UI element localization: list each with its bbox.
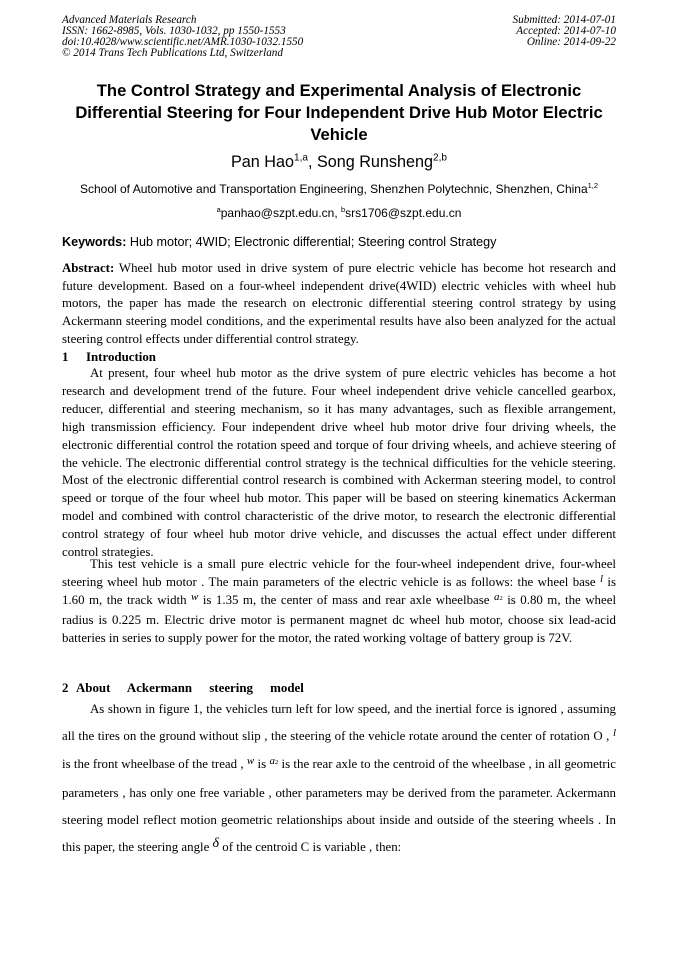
- keywords-text: Hub motor; 4WID; Electronic differential; Steering control Strategy: [126, 235, 497, 249]
- symbol-l: l: [612, 727, 616, 739]
- submission-dates: [513, 15, 616, 48]
- affiliation: [40, 182, 638, 197]
- email-link[interactable]: panhao@szpt.edu.cn: [220, 206, 335, 220]
- symbol-w: w: [246, 755, 255, 767]
- section-title: Introduction: [86, 350, 156, 364]
- paragraph: At present, four wheel hub motor as the drive system of pure electric vehicles has become a hot research and development trend of the future. Four wheel independent drive vehicle cancelled gearbox, reducer, differential and steering mechanism, so it has many advantages, such as flexible arrangement, high transmission efficiency. Four independent drive wheel hub motor drive four driving wheels, the electronic differential control the rotation speed and torque of four driving wheels, and achieve steering of the vehicle. The electronic differential control strategy is the technical difficulties for the vehicle steering. Most of the electronic differential control research is combined with Ackerman steering model, to control speed or torque of the four wheel hub motor. This paper will be based on steering kinematics Ackerman model and combined with control characteristic of the drive motor, to research the electronic differential control strategy of four wheel hub motor drive vehicle, and discusses the actual effect under different control strategies.: [62, 366, 616, 560]
- paragraph-text: is 1.60 m, the track width: [62, 574, 616, 608]
- section-title: About Ackermann steering model: [76, 681, 304, 695]
- copyright-line: © 2014 Trans Tech Publications Ltd, Switzerland: [62, 47, 283, 59]
- author-list: [62, 152, 616, 172]
- paper-title: [62, 80, 616, 146]
- section-number: 1: [62, 350, 69, 364]
- online-date: Online: 2014-09-22: [526, 36, 616, 48]
- paragraph-text: is 1.35 m, the center of mass and rear axle wheelbase: [198, 593, 494, 608]
- paragraph-text: is 0.80 m, the wheel radius is 0.225 m. Electric drive motor is permanent magnet dc wheel hub motor, choose six lead-acid batteries in series to supply power for the motor, the rated working voltage of battery group is 72V.: [62, 593, 617, 645]
- author-affil-marker: 1,a: [293, 152, 308, 164]
- email-separator: ,: [334, 206, 342, 220]
- symbol-subscript: 2: [274, 759, 279, 766]
- symbol-a: a: [269, 755, 275, 767]
- keywords-label: Keywords:: [62, 235, 127, 249]
- affiliation-marker: 1,2: [587, 181, 598, 190]
- paragraph-text: As shown in figure 1, the vehicles turn left for low speed, and the inertial force is ignored , assuming all the tires on the ground without slip , the steering of the vehicle rotate around the center of rotation O ,: [62, 702, 616, 743]
- author-separator: ,: [307, 153, 317, 171]
- symbol-a: a: [493, 591, 500, 604]
- paragraph: [62, 696, 616, 861]
- paragraph-text: is the rear axle to the centroid of the wheelbase , in all geometric parameters , has only one free variable , other parameters may be derived from the parameter. Ackermann steering model reflect motion geometric relationships about inside and outside of the steering wheels . In this paper, the steering angle: [62, 757, 617, 854]
- symbol-a2: [269, 755, 278, 767]
- doi-line: doi:10.4028/www.scientific.net/AMR.1030-1032.1550: [62, 36, 304, 48]
- symbol-subscript: 2: [499, 595, 503, 603]
- paragraph-text: of the centroid C is variable , then:: [219, 840, 402, 854]
- title-line: The Control Strategy and Experimental Analysis of Electronic: [96, 81, 582, 100]
- symbol-a2: [494, 591, 503, 603]
- issn-line: ISSN: 1662-8985, Vols. 1030-1032, pp 1550-1553: [62, 25, 286, 37]
- section-heading: [62, 349, 156, 365]
- email-marker: a: [216, 205, 221, 214]
- symbol-delta: δ: [212, 836, 220, 851]
- introduction-body: [62, 365, 616, 562]
- journal-header: [62, 15, 303, 59]
- author-name: Pan Hao: [230, 153, 294, 171]
- symbol-w: w: [191, 591, 199, 604]
- submitted-date: Submitted: 2014-07-01: [512, 14, 616, 26]
- title-line: Differential Steering for Four Independent Drive Hub Motor Electric: [75, 103, 603, 122]
- abstract-text: Wheel hub motor used in drive system of pure electric vehicle has become hot research and future development. Based on a four-wheel independent drive(4WID) electric vehicles with wheel hub motors, the paper has made the research on electronic differential steering control strategy by using Ackermann steering model conditions, and the experimental results have also been analyzed for the actual steering control effects under differential control strategy.: [62, 261, 616, 346]
- title-line: Vehicle: [310, 125, 368, 144]
- section-heading: [62, 680, 304, 696]
- vehicle-parameters-paragraph: [62, 556, 616, 648]
- author-emails: [62, 206, 616, 221]
- author-affil-marker: 2,b: [433, 152, 447, 164]
- keywords: [62, 234, 496, 250]
- abstract: [62, 260, 616, 349]
- email-marker: b: [341, 205, 346, 214]
- paragraph-text: This test vehicle is a small pure electric vehicle for the four-wheel independent drive, four-wheel steering wheel hub motor . The main parameters of the electric vehicle is as follows: the wheel base: [62, 557, 616, 589]
- email-link[interactable]: srs1706@szpt.edu.cn: [345, 206, 462, 220]
- journal-name: Advanced Materials Research: [62, 14, 197, 26]
- author-name: Song Runsheng: [316, 153, 434, 171]
- accepted-date: Accepted: 2014-07-10: [516, 25, 616, 37]
- abstract-label: Abstract:: [62, 261, 115, 275]
- paragraph-text: is the front wheelbase of the tread ,: [62, 757, 247, 771]
- section-number: 2: [62, 681, 69, 695]
- ackermann-section-body: [62, 696, 616, 861]
- affiliation-text: School of Automotive and Transportation Engineering, Shenzhen Polytechnic, Shenzhen, China: [79, 182, 588, 196]
- paragraph-text: is: [254, 757, 270, 771]
- symbol-l: l: [599, 572, 604, 585]
